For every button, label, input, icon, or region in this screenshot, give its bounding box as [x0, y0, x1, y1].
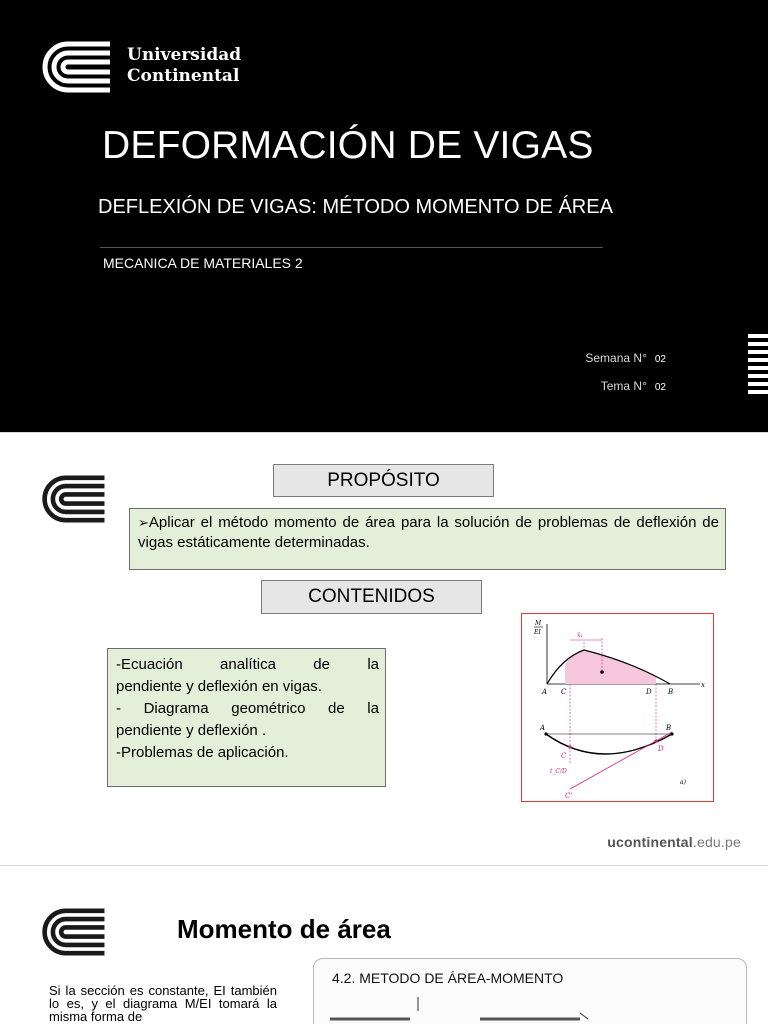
footer-website — [607, 834, 741, 850]
x-axis-label: x — [701, 681, 705, 689]
contents-line: -Problemas de aplicación. — [116, 744, 289, 761]
point-d-bottom: D — [658, 745, 664, 753]
logo-line-1: Universidad — [127, 45, 242, 65]
logo-wordmark — [127, 45, 241, 87]
slide-subtitle: DEFLEXIÓN DE VIGAS: MÉTODO MOMENTO DE ÁREA — [98, 196, 613, 218]
purpose-box — [129, 508, 726, 570]
universidad-continental-logo-icon — [40, 906, 110, 958]
contents-line: -Ecuación analítica de la — [116, 656, 379, 673]
contents-line: - Diagrama geométrico de la — [116, 700, 379, 717]
universidad-continental-logo-icon — [40, 473, 110, 525]
excerpt-figure — [330, 989, 750, 1024]
t-cd-label: t_C/D — [550, 768, 567, 775]
week-label: Semana N° — [585, 351, 647, 365]
tangent-line — [570, 732, 672, 789]
point-c-prime: C' — [565, 792, 573, 800]
divider — [100, 247, 603, 248]
moment-area-diagram — [521, 613, 714, 802]
point-b-top: B — [668, 688, 674, 696]
footer-brand-bold: ucontinental — [607, 834, 693, 850]
bullet-arrow-icon: ➢ — [138, 515, 149, 530]
course-name: MECANICA DE MATERIALES 2 — [103, 255, 303, 271]
contents-line: pendiente y deflexión en vigas. — [116, 678, 322, 695]
intro-paragraph: Si la sección es constante, EI también lo es, y el diagrama M/EI tomará la misma forma de — [49, 983, 277, 1024]
purpose-slide — [0, 433, 768, 865]
title-slide — [0, 0, 768, 432]
purpose-heading: PROPÓSITO — [273, 464, 494, 497]
point-b-bottom: B — [666, 724, 672, 732]
excerpt-title: 4.2. METODO DE ÁREA-MOMENTO — [332, 970, 564, 986]
decorative-bars-icon — [0, 775, 20, 839]
m-label: M — [535, 620, 542, 627]
universidad-continental-logo-icon — [40, 40, 116, 94]
week-value: 02 — [654, 354, 666, 365]
week-info — [585, 351, 666, 365]
shaded-area — [565, 650, 656, 684]
point-a-bottom: A — [540, 724, 546, 732]
moment-area-slide — [0, 866, 768, 1024]
slide-title: Momento de área — [177, 914, 391, 944]
topic-label: Tema N° — [600, 379, 647, 393]
point-d-top: D — [646, 688, 652, 696]
purpose-text: Aplicar el método momento de área para la solución de problemas de deflexión de vigas estáticamente determinadas. — [138, 514, 719, 551]
contents-box — [107, 648, 386, 787]
contents-line: pendiente y deflexión . — [116, 722, 267, 739]
point-c-top: C — [561, 688, 567, 696]
contents-heading: CONTENIDOS — [261, 580, 482, 614]
ei-label: EI — [534, 629, 541, 636]
x-bar-label: x̄₁ — [577, 632, 583, 639]
point-c-bottom: C — [561, 752, 567, 760]
topic-value: 02 — [654, 382, 666, 393]
beam-deflection-figure — [522, 614, 713, 801]
deflected-beam-curve — [546, 734, 672, 754]
logo-line-2: Continental — [127, 66, 240, 86]
decorative-bars-icon — [748, 334, 768, 398]
point-a-top: A — [542, 688, 548, 696]
slide-title: DEFORMACIÓN DE VIGAS — [102, 124, 594, 167]
topic-info — [601, 379, 666, 393]
figure-label: a) — [680, 779, 686, 786]
footer-brand-domain: .edu.pe — [692, 834, 741, 850]
textbook-excerpt — [313, 958, 747, 1024]
